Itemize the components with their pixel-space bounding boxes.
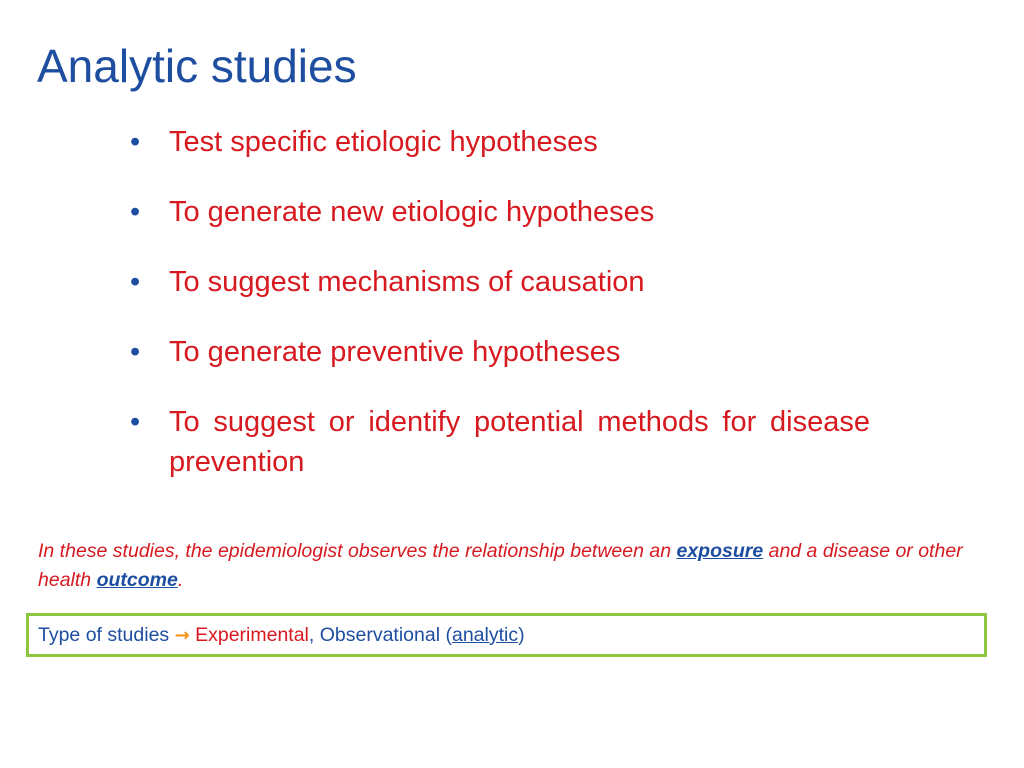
bullet-text: To generate new etiologic hypotheses (169, 196, 655, 228)
bullet-dot-icon: • (130, 266, 141, 298)
bullet-item (130, 262, 870, 302)
exposure-keyword: exposure (676, 540, 764, 562)
types-label: Type of studies (38, 624, 175, 646)
study-types-box (26, 613, 987, 657)
experimental-label: Experimental (189, 624, 309, 646)
bullet-dot-icon: • (130, 126, 141, 158)
bullet-text: To suggest or identify potential methods for disease prevention (169, 406, 870, 478)
note-text: . (177, 569, 184, 591)
bullet-dot-icon: • (130, 196, 141, 228)
bullet-item (130, 332, 870, 372)
note-text: In these studies, the epidemiologist observes the relationship between an (38, 540, 677, 562)
bullet-text: Test specific etiologic hypotheses (169, 126, 598, 158)
bullet-item (130, 192, 870, 232)
bullet-list (130, 122, 870, 482)
slide-title: Analytic studies (37, 40, 357, 92)
arrow-right-icon: → (174, 625, 190, 646)
analytic-label: analytic (451, 624, 519, 646)
bullet-text: To generate preventive hypotheses (169, 336, 621, 368)
separator-text: , (308, 624, 320, 646)
definition-note (38, 537, 993, 595)
bullet-text: To suggest mechanisms of causation (169, 266, 645, 298)
bullet-dot-icon: • (130, 406, 141, 438)
note-text: and a disease or other health (38, 540, 963, 591)
outcome-keyword: outcome (96, 569, 178, 591)
observational-label: Observational ( (319, 624, 452, 646)
close-paren-text: ) (518, 624, 525, 646)
bullet-item (130, 122, 870, 162)
bullet-item (130, 402, 870, 482)
bullet-dot-icon: • (130, 336, 141, 368)
